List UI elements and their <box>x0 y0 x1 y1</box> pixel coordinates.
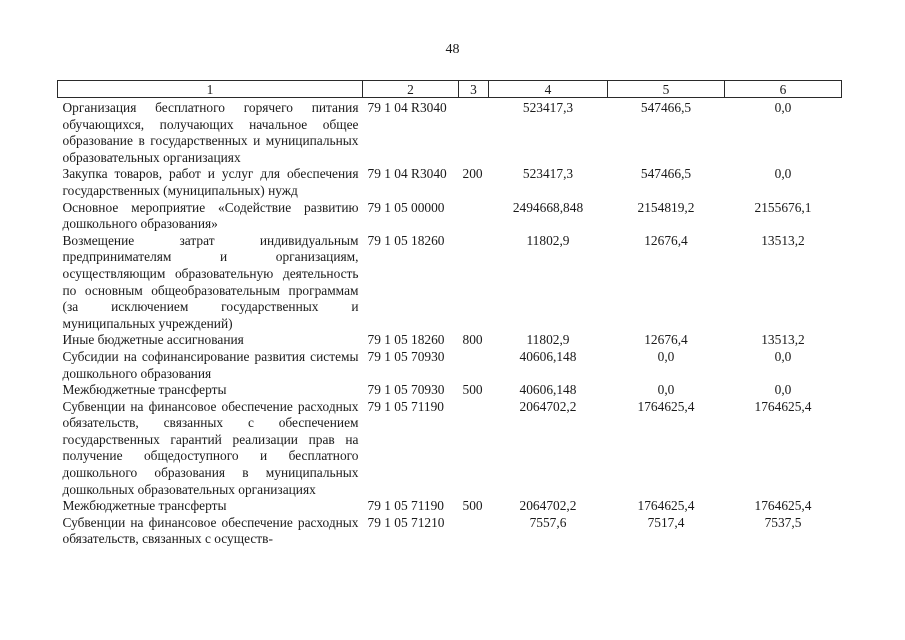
row-value-year3: 7537,5 <box>764 514 802 530</box>
table-row <box>58 382 842 399</box>
table-row <box>58 399 842 499</box>
row-value-year3: 0,0 <box>774 100 792 115</box>
row-code: 79 1 05 71190 <box>367 498 444 514</box>
row-type: 500 <box>462 498 483 514</box>
row-code: 79 1 05 70930 <box>367 348 445 364</box>
row-value-year2: 12676,4 <box>644 232 688 248</box>
header-cell-year2: 5 <box>608 81 725 98</box>
row-value-year2: 2154819,2 <box>637 199 695 215</box>
row-value-year3: 0,0 <box>774 166 792 182</box>
row-type <box>459 233 489 333</box>
table-row <box>58 233 842 333</box>
table-row <box>58 100 842 166</box>
row-code: 79 1 05 71190 <box>367 398 444 414</box>
table-row <box>58 515 842 548</box>
row-value-year1: 2064702,2 <box>519 498 577 514</box>
row-type <box>459 515 489 548</box>
header-row <box>58 81 842 98</box>
budget-table <box>57 80 842 548</box>
row-value-year3: 1764625,4 <box>754 498 812 514</box>
row-code: 79 1 05 70930 <box>367 382 445 398</box>
row-name: Закупка товаров, работ и услуг для обеспечения государственных (муниципальных) нужд <box>62 166 359 198</box>
row-value-year2: 0,0 <box>657 382 675 398</box>
row-name: Субсидии на софинансирование развития системы дошкольного образования <box>62 348 359 381</box>
row-value-year2: 1764625,4 <box>637 398 695 414</box>
row-type <box>459 399 489 499</box>
row-code: 79 1 05 00000 <box>367 199 445 215</box>
row-type: 200 <box>462 166 483 182</box>
row-code: 79 1 04 R3040 <box>367 100 447 115</box>
row-value-year1: 523417,3 <box>522 100 574 115</box>
row-value-year3: 1764625,4 <box>754 398 812 414</box>
row-value-year1: 11802,9 <box>526 232 570 248</box>
table-row <box>58 166 842 199</box>
row-value-year3: 0,0 <box>774 348 792 364</box>
row-value-year2: 547466,5 <box>640 166 692 182</box>
row-name: Субвенции на финансовое обеспечение расходных обязательств, связанных с обеспечением государственных гарантий реализации прав на получение общедоступного и бесплатного дошкольного образования в муниципальных дошкольных образовательных организациях <box>62 398 359 497</box>
row-value-year1: 2064702,2 <box>519 398 577 414</box>
row-code: 79 1 05 18260 <box>367 232 445 248</box>
header-cell-year3: 6 <box>725 81 842 98</box>
row-value-year1: 40606,148 <box>519 382 577 398</box>
row-name: Субвенции на финансовое обеспечение расходных обязательств, связанных с осуществ- <box>62 514 359 547</box>
row-value-year1: 40606,148 <box>519 348 577 364</box>
row-type: 800 <box>462 332 483 348</box>
row-type <box>459 100 489 166</box>
row-value-year3: 2155676,1 <box>754 199 812 215</box>
row-value-year1: 7557,6 <box>529 514 567 530</box>
row-value-year2: 12676,4 <box>644 332 688 348</box>
table-body <box>58 98 842 549</box>
row-value-year2: 0,0 <box>657 348 675 364</box>
row-type <box>459 349 489 382</box>
table-header <box>58 81 842 98</box>
row-value-year3: 0,0 <box>774 382 792 398</box>
page-number: 48 <box>445 42 460 57</box>
row-code: 79 1 05 71210 <box>367 514 445 530</box>
row-code: 79 1 05 18260 <box>367 332 445 348</box>
row-value-year1: 2494668,848 <box>512 199 584 215</box>
header-cell-type: 3 <box>459 81 489 98</box>
row-name: Межбюджетные трансферты <box>62 498 227 514</box>
row-name: Организация бесплатного горячего питания обучающихся, получающих начальное общее образование в государственных и муниципальных образовательных организациях <box>62 100 359 165</box>
row-value-year2: 7517,4 <box>647 514 685 530</box>
table-row <box>58 498 842 515</box>
row-value-year1: 523417,3 <box>522 166 574 182</box>
table-row <box>58 200 842 233</box>
header-cell-year1: 4 <box>489 81 608 98</box>
row-value-year2: 547466,5 <box>640 100 692 115</box>
table-row <box>58 332 842 349</box>
row-value-year2: 1764625,4 <box>637 498 695 514</box>
header-cell-code: 2 <box>363 81 459 98</box>
row-value-year1: 11802,9 <box>526 332 570 348</box>
row-value-year3: 13513,2 <box>761 332 805 348</box>
header-cell-name: 1 <box>58 81 363 98</box>
row-type: 500 <box>462 382 483 398</box>
row-value-year3: 13513,2 <box>761 232 805 248</box>
row-name: Возмещение затрат индивидуальным предпринимателям и организациям, осуществляющим образовательную деятельность по основным общеобразовательным программам (за исключением государственных и муниципальных учреждений) <box>62 232 359 331</box>
table-row <box>58 349 842 382</box>
row-code: 79 1 04 R3040 <box>367 166 447 182</box>
row-name: Основное мероприятие «Содействие развитию дошкольного образования» <box>62 199 359 232</box>
row-type <box>459 200 489 233</box>
row-name: Иные бюджетные ассигнования <box>62 332 244 348</box>
row-name: Межбюджетные трансферты <box>62 382 227 398</box>
